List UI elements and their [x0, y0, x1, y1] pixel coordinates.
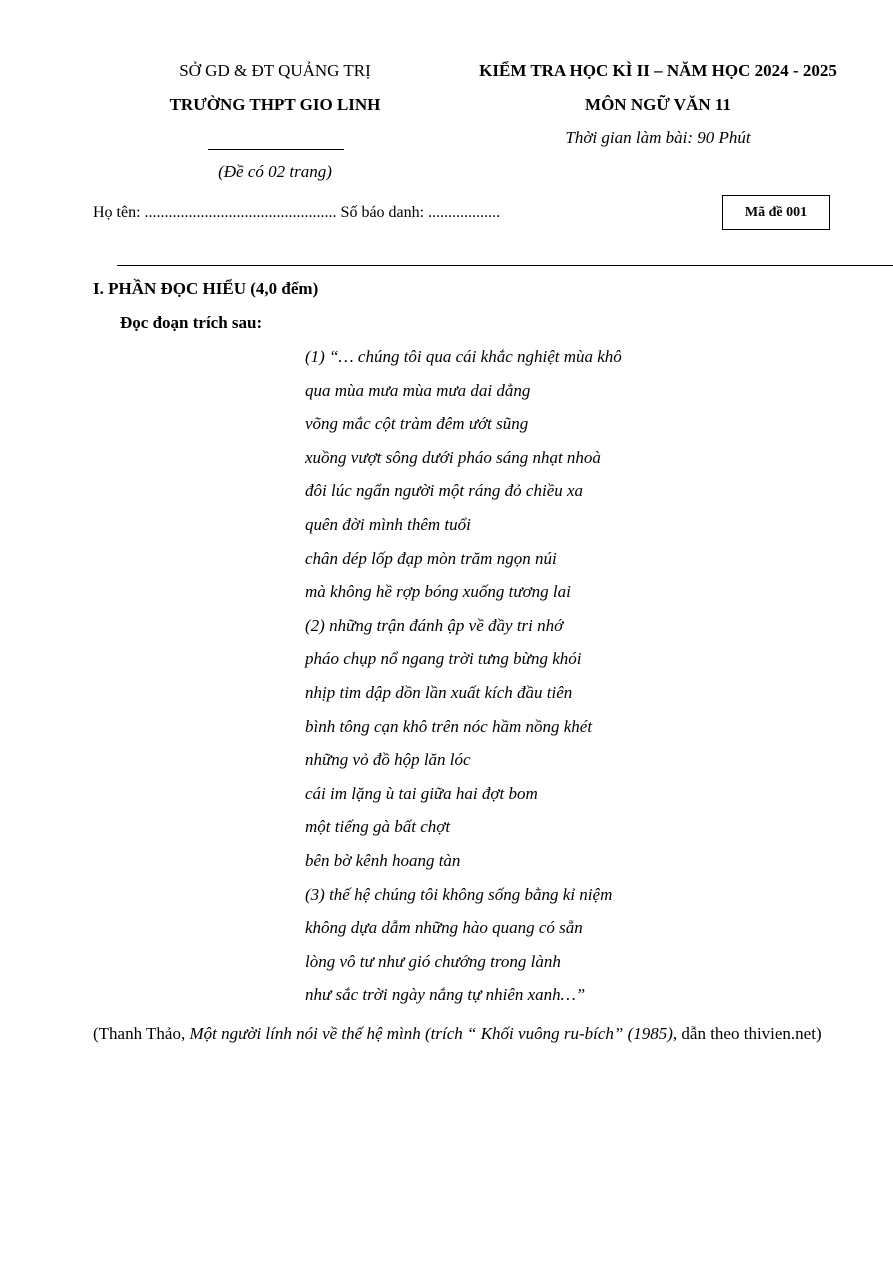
- poem-line: võng mắc cột tràm đêm ướt sũng: [305, 414, 529, 434]
- poem-excerpt: [305, 346, 622, 1018]
- poem-line: chân dép lốp đạp mòn trăm ngọn núi: [305, 548, 557, 568]
- poem-line: lòng vô tư như gió chướng trong lành: [305, 951, 561, 971]
- exam-code-box: Mã đề 001: [722, 195, 830, 230]
- poem-citation: [93, 1017, 853, 1051]
- section-title: I. PHẦN ĐỌC HIỂU (4,0 đểm): [93, 279, 319, 298]
- student-info-line: Họ tên: ................................................ Số báo danh: ..................: [93, 204, 501, 221]
- header-underline: [208, 149, 344, 150]
- poem-line: một tiếng gà bất chợt: [305, 817, 451, 837]
- poem-line: như sắc trời ngày nắng tự nhiên xanh…”: [305, 985, 586, 1005]
- exam-title: KIỂM TRA HỌC KÌ II – NĂM HỌC 2024 - 2025: [479, 61, 837, 80]
- department-name: SỞ GD & ĐT QUẢNG TRỊ: [179, 61, 371, 80]
- header-divider: [117, 265, 893, 266]
- poem-line: đôi lúc ngẩn người một ráng đỏ chiều xa: [305, 481, 584, 501]
- citation-source: , dẫn theo thivien.net): [672, 1024, 822, 1043]
- poem-line: quên đời mình thêm tuổi: [305, 514, 471, 534]
- poem-line: xuồng vượt sông dưới pháo sáng nhạt nhoà: [305, 447, 601, 467]
- poem-line: bên bờ kênh hoang tàn: [305, 850, 461, 870]
- subject-title: MÔN NGỮ VĂN 11: [585, 95, 731, 114]
- poem-line: không dựa dẫm những hào quang có sẵn: [305, 918, 583, 938]
- poem-line: (2) những trận đánh ập về đầy tri nhớ: [305, 615, 564, 635]
- poem-line: qua mùa mưa mùa mưa dai dẳng: [305, 380, 531, 400]
- page-count-note: (Đề có 02 trang): [218, 162, 332, 181]
- poem-line: cái im lặng ù tai giữa hai đợt bom: [305, 783, 538, 803]
- reading-prompt: Đọc đoạn trích sau:: [120, 313, 263, 332]
- exam-duration: Thời gian làm bài: 90 Phút: [565, 128, 751, 147]
- citation-author: (Thanh Thảo,: [93, 1024, 190, 1043]
- poem-line: bình tông cạn khô trên nóc hầm nồng khét: [305, 716, 593, 736]
- poem-line: (1) “… chúng tôi qua cái khắc nghiệt mùa khô: [305, 347, 622, 366]
- poem-line: mà không hề rợp bóng xuống tương lai: [305, 582, 571, 602]
- school-name: TRƯỜNG THPT GIO LINH: [169, 95, 381, 114]
- poem-line: nhịp tim dập dồn lần xuất kích đầu tiên: [305, 682, 573, 702]
- poem-line: những vỏ đồ hộp lăn lóc: [305, 750, 471, 770]
- poem-line: pháo chụp nổ ngang trời tưng bừng khói: [305, 649, 582, 669]
- citation-work-title: Một người lính nói về thế hệ mình (trích “ Khối vuông ru-bích” (1985): [189, 1024, 673, 1043]
- poem-line: (3) thế hệ chúng tôi không sống bằng kỉ niệm: [305, 884, 613, 904]
